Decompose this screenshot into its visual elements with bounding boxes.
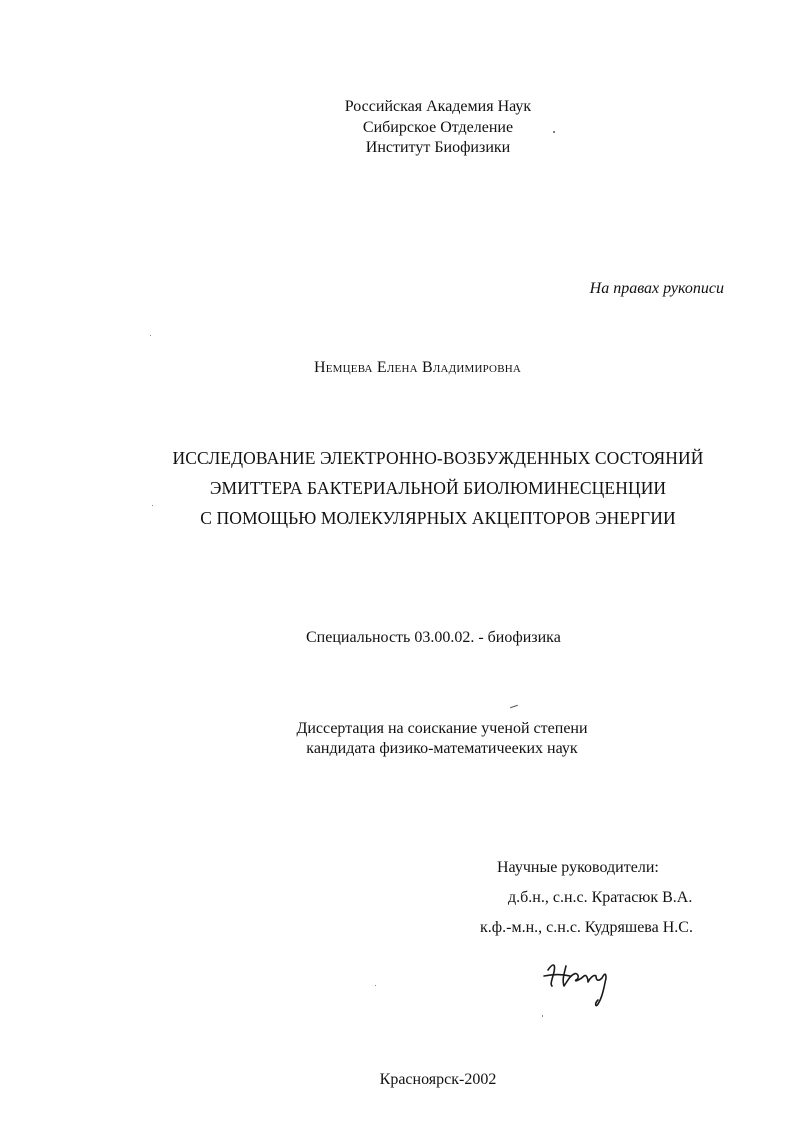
header-branch: Сибирское Отделение (362, 119, 514, 136)
specialty: Специальность 03.00.02. - биофизика (306, 629, 561, 646)
supervisor-1: д.б.н., с.н.с. Кратасюк В.А. (508, 889, 693, 906)
scan-speck (542, 1015, 543, 1017)
dissertation-line-2: кандидата физико-математичееких наук (306, 740, 578, 757)
rights-note: На правах рукописи (589, 280, 724, 297)
title-line-1: ИССЛЕДОВАНИЕ ЭЛЕКТРОННО-ВОЗБУЖДЕННЫХ СОСТОЯНИЙ (172, 448, 704, 468)
author-name: Немцева Елена Владимировна (314, 359, 522, 376)
scan-speck (150, 335, 151, 336)
city-year: Красноярск-2002 (379, 1071, 497, 1088)
header-academy: Российская Академия Наук (344, 98, 532, 115)
scan-speck (152, 505, 153, 506)
header-institute: Институт Биофизики (365, 139, 511, 156)
title-line-3: С ПОМОЩЬЮ МОЛЕКУЛЯРНЫХ АКЦЕПТОРОВ ЭНЕРГИИ (200, 508, 676, 528)
supervisors-heading: Научные руководители: (497, 859, 659, 876)
dissertation-line-1: Диссертация на соискание ученой степени (296, 720, 588, 737)
supervisor-2: к.ф.-м.н., с.н.с. Кудряшева Н.С. (480, 919, 693, 936)
handwritten-signature (540, 950, 640, 1010)
title-line-2: ЭМИТТЕРА БАКТЕРИАЛЬНОЙ БИОЛЮМИНЕСЦЕНЦИИ (209, 478, 667, 498)
scan-speck (553, 131, 555, 133)
scan-speck (375, 985, 376, 986)
scan-speck (510, 705, 518, 708)
